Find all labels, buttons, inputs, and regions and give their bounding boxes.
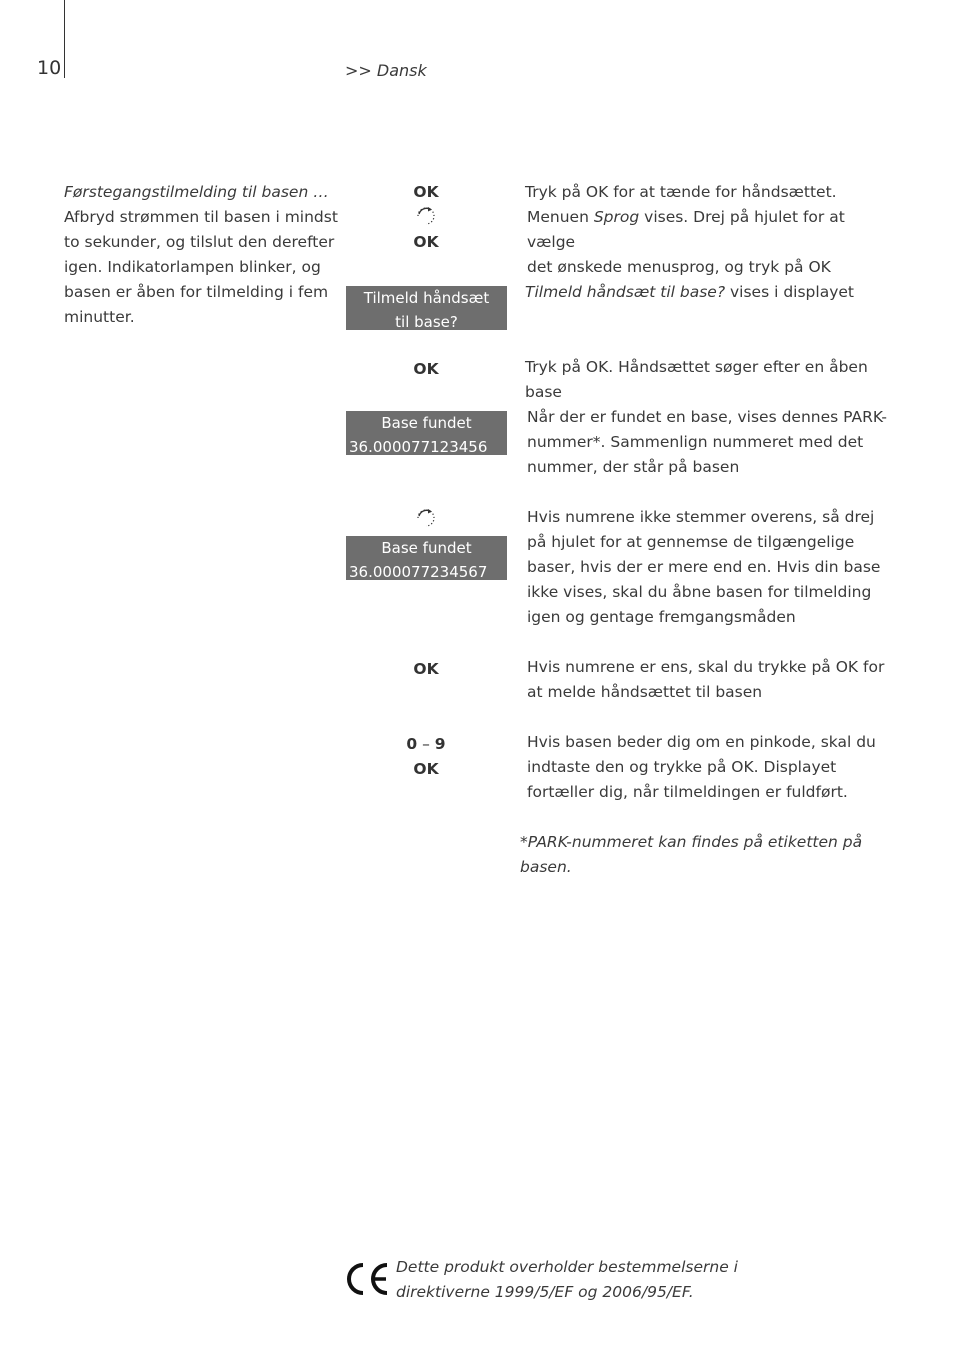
wheel-icon: [346, 205, 506, 230]
intro-title: Førstegangstilmelding til basen …: [64, 183, 329, 201]
step-2-text: Tilmeld håndsæt til base? vises i displayet: [525, 283, 854, 301]
ce-statement: Dette produkt overholder bestemmelserne i direktiverne 1999/5/EF og 2006/95/EF.: [396, 1258, 738, 1301]
step-1-text: Tryk på OK for at tænde for håndsættet. Menuen Sprog vises. Drej på hjulet for at vælge det ønskede menusprog, og tryk på OK: [525, 183, 845, 276]
step-3-text: Tryk på OK. Håndsættet søger efter en åben base: [525, 358, 868, 401]
handset-display: Tilmeld håndsæt til base?: [346, 286, 507, 330]
section-label: >> Dansk: [345, 61, 427, 80]
digit-keys: 0 – 9: [406, 735, 446, 753]
margin-rule: [64, 0, 65, 78]
ce-mark-icon: [344, 1262, 390, 1304]
handset-display: Base fundet 36.000077123456: [346, 411, 507, 455]
ok-key: OK: [413, 760, 439, 778]
step-5-text: Hvis numrene ikke stemmer overens, så drej på hjulet for at gennemse de tilgængelige baser, hvis der er mere end en. Hvis din base ikke vises, skal du åbne basen for tilmelding igen og gentage fremgangsmåden: [527, 508, 881, 626]
step-4-text: Når der er fundet en base, vises dennes PARK-nummer*. Sammenlign nummeret med det nummer, der står på basen: [527, 408, 887, 476]
ok-key: OK: [413, 360, 439, 378]
wheel-icon: [346, 507, 506, 532]
step-7-text: Hvis basen beder dig om en pinkode, skal du indtaste den og trykke på OK. Displayet fortæller dig, når tilmeldingen er fuldført.: [527, 733, 876, 801]
page-number: 10: [37, 57, 62, 79]
intro-block: [64, 180, 339, 330]
ok-key: OK: [413, 183, 439, 201]
step-6-text: Hvis numrene er ens, skal du trykke på OK for at melde håndsættet til basen: [527, 658, 885, 701]
intro-body: Afbryd strømmen til basen i mindst to sekunder, og tilslut den derefter igen. Indikatorlampen blinker, og basen er åben for tilmelding i fem minutter.: [64, 208, 338, 326]
handset-display: Base fundet 36.000077234567: [346, 536, 507, 580]
ok-key: OK: [413, 660, 439, 678]
footnote: *PARK-nummeret kan findes på etiketten på basen.: [520, 833, 863, 876]
ok-key: OK: [413, 233, 439, 251]
